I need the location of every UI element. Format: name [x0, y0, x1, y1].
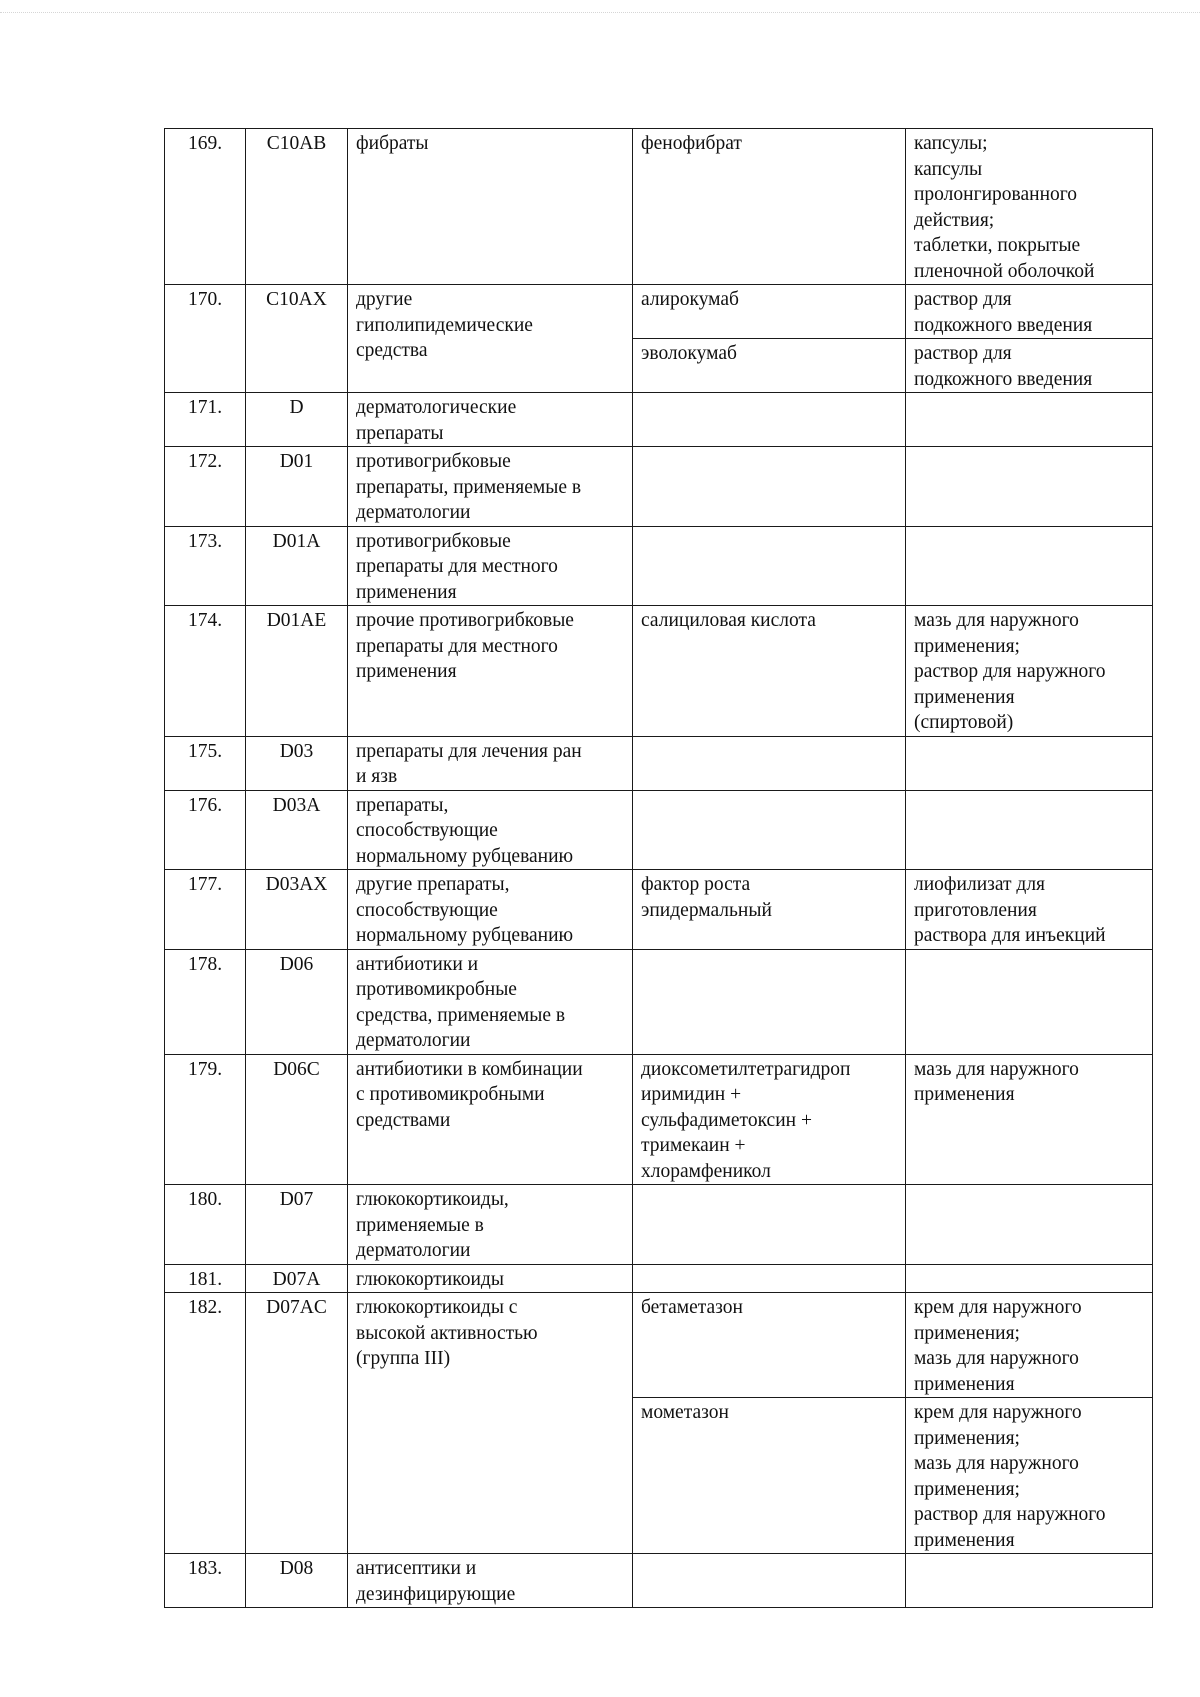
atc-code-cell [246, 949, 348, 1054]
anatomical-group-cell [348, 129, 633, 285]
row-number-text: 174. [187, 610, 223, 631]
row-number-text: 182. [187, 1297, 223, 1318]
drug-name-line: тримекаин + [641, 1135, 746, 1156]
row-number-cell [165, 736, 246, 790]
row-number-cell [165, 1264, 246, 1293]
atc-code-cell [246, 736, 348, 790]
anatomical-group-cell [348, 447, 633, 527]
table-row [165, 285, 1153, 339]
dosage-form-line: крем для наружного [914, 1402, 1082, 1423]
dosage-form-cell [906, 339, 1153, 393]
drug-name-line: мометазон [641, 1402, 729, 1423]
atc-code-text: D06C [273, 1058, 320, 1080]
table-row [165, 606, 1153, 737]
dosage-form-line: применения; [914, 1427, 1020, 1449]
atc-code-text: D01A [272, 530, 321, 552]
group-text-line: противогрибковые [356, 530, 511, 552]
drug-name-cell [633, 1398, 906, 1554]
dosage-form-line: мазь для наружного [914, 610, 1079, 631]
drug-name-line: эволокумаб [641, 343, 737, 364]
group-text-line: применяемые в [356, 1214, 484, 1236]
drug-name-line: фенофибрат [641, 133, 742, 154]
atc-code-text: D07AC [266, 1297, 327, 1318]
dosage-form-cell [906, 1054, 1153, 1185]
dosage-form-cell [906, 1264, 1153, 1293]
row-number-text: 180. [187, 1189, 223, 1210]
group-text-line: высокой активностью [356, 1322, 538, 1344]
row-number-text: 175. [187, 740, 223, 762]
atc-code-cell [246, 1185, 348, 1265]
row-number-text: 181. [187, 1268, 223, 1290]
group-text-line: антибиотики в комбинации [356, 1058, 583, 1080]
drug-list-table [164, 128, 1153, 1608]
atc-code-cell [246, 870, 348, 950]
dosage-form-line: капсулы; [914, 133, 988, 154]
drug-name-cell [633, 1054, 906, 1185]
dosage-form-cell [906, 736, 1153, 790]
anatomical-group-cell [348, 285, 633, 393]
row-number-text: 176. [187, 794, 223, 816]
group-text-line: прочие противогрибковые [356, 610, 574, 631]
group-text-line: другие [356, 289, 413, 310]
atc-code-text: D07 [279, 1189, 314, 1210]
group-text-line: противомикробные [356, 979, 517, 1000]
dosage-form-cell [906, 393, 1153, 447]
table-row [165, 1293, 1153, 1398]
group-text-line: средствами [356, 1109, 451, 1131]
row-number-cell [165, 1185, 246, 1265]
atc-code-text: C10AX [266, 289, 327, 310]
group-text-line: противогрибковые [356, 451, 511, 472]
dosage-form-line: мазь для наружного [914, 1453, 1079, 1474]
dosage-form-line: раствора для инъекций [914, 925, 1106, 946]
table-row [165, 1054, 1153, 1185]
dosage-form-line: мазь для наружного [914, 1058, 1079, 1080]
dosage-form-cell [906, 949, 1153, 1054]
row-number-cell [165, 526, 246, 606]
row-number-text: 170. [187, 289, 223, 310]
table-body [165, 129, 1153, 1608]
group-text-line: антисептики и [356, 1558, 477, 1579]
group-text-line: другие препараты, [356, 874, 510, 895]
atc-code-text: D01 [279, 451, 314, 472]
drug-name-line: фактор роста [641, 874, 751, 895]
group-text-line: дерматологии [356, 1240, 471, 1261]
atc-code-cell [246, 1554, 348, 1608]
dosage-form-line: раствор для наружного [914, 661, 1106, 682]
group-text-line: препараты, [356, 794, 449, 816]
group-text-line: (группа III) [356, 1348, 451, 1369]
drug-name-line: эпидермальный [641, 899, 772, 921]
group-text-line: с противомикробными [356, 1084, 545, 1105]
dosage-form-cell [906, 606, 1153, 737]
drug-name-line: сульфадиметоксин + [641, 1109, 812, 1131]
anatomical-group-cell [348, 393, 633, 447]
table-row [165, 129, 1153, 285]
drug-name-cell [633, 393, 906, 447]
table-row [165, 736, 1153, 790]
table-row [165, 526, 1153, 606]
drug-name-line: иримидин + [641, 1084, 742, 1105]
atc-code-cell [246, 393, 348, 447]
anatomical-group-cell [348, 1185, 633, 1265]
row-number-cell [165, 870, 246, 950]
row-number-text: 178. [187, 953, 223, 975]
row-number-cell [165, 1054, 246, 1185]
group-text-line: глюкокортикоиды, [356, 1189, 509, 1210]
drug-name-cell [633, 949, 906, 1054]
drug-name-line: алирокумаб [641, 289, 739, 310]
table-row [165, 393, 1153, 447]
anatomical-group-cell [348, 790, 633, 870]
group-text-line: гиполипидемические [356, 314, 533, 336]
row-number-cell [165, 606, 246, 737]
anatomical-group-cell [348, 1554, 633, 1608]
group-text-line: дезинфицирующие [356, 1583, 516, 1605]
atc-code-text: D01AE [266, 610, 327, 631]
atc-code-cell [246, 526, 348, 606]
dosage-form-cell [906, 790, 1153, 870]
row-number-text: 173. [187, 530, 223, 552]
table-row [165, 949, 1153, 1054]
group-text-line: применения [356, 661, 457, 682]
drug-name-cell [633, 447, 906, 527]
table-row [165, 1554, 1153, 1608]
atc-code-cell [246, 1264, 348, 1293]
row-number-text: 171. [187, 397, 223, 418]
dosage-form-line: применения [914, 1373, 1015, 1395]
drug-name-cell [633, 1554, 906, 1608]
row-number-cell [165, 129, 246, 285]
anatomical-group-cell [348, 1293, 633, 1554]
atc-code-text: C10AB [266, 133, 327, 154]
dosage-form-cell [906, 1554, 1153, 1608]
anatomical-group-cell [348, 949, 633, 1054]
dosage-form-line: капсулы [914, 158, 983, 180]
dosage-form-line: (спиртовой) [914, 712, 1014, 733]
dosage-form-line: применения; [914, 1478, 1020, 1500]
atc-code-text: D [289, 397, 304, 418]
dosage-form-line: применения [914, 1529, 1015, 1551]
anatomical-group-cell [348, 1264, 633, 1293]
anatomical-group-cell [348, 870, 633, 950]
group-text-line: препараты, применяемые в [356, 476, 582, 498]
row-number-text: 169. [187, 133, 223, 154]
dosage-form-cell [906, 447, 1153, 527]
anatomical-group-cell [348, 1054, 633, 1185]
row-number-cell [165, 285, 246, 393]
table-row [165, 870, 1153, 950]
drug-name-cell [633, 526, 906, 606]
atc-code-cell [246, 285, 348, 393]
drug-name-cell [633, 736, 906, 790]
row-number-text: 177. [187, 874, 223, 895]
atc-code-cell [246, 129, 348, 285]
atc-code-text: D08 [279, 1558, 314, 1579]
drug-name-cell [633, 790, 906, 870]
atc-code-text: D06 [279, 953, 314, 975]
group-text-line: глюкокортикоиды с [356, 1297, 518, 1318]
dosage-form-line: раствор для наружного [914, 1504, 1106, 1525]
dosage-form-line: применения [914, 686, 1015, 708]
dosage-form-line: применения; [914, 635, 1020, 657]
row-number-cell [165, 447, 246, 527]
dosage-form-line: подкожного введения [914, 314, 1093, 336]
row-number-text: 172. [187, 451, 223, 472]
anatomical-group-cell [348, 526, 633, 606]
group-text-line: дерматологии [356, 502, 471, 523]
dosage-form-line: лиофилизат для [914, 874, 1046, 895]
dosage-form-line: таблетки, покрытые [914, 235, 1081, 256]
dosage-form-cell [906, 870, 1153, 950]
row-number-cell [165, 1293, 246, 1554]
drug-name-cell [633, 1293, 906, 1398]
row-number-cell [165, 949, 246, 1054]
anatomical-group-cell [348, 606, 633, 737]
row-number-cell [165, 1554, 246, 1608]
table-row [165, 1264, 1153, 1293]
atc-code-text: D07A [272, 1268, 321, 1290]
group-text-line: способствующие [356, 899, 498, 921]
atc-code-text: D03A [272, 794, 321, 816]
atc-code-cell [246, 790, 348, 870]
drug-name-cell [633, 870, 906, 950]
drug-name-cell [633, 129, 906, 285]
table-row [165, 447, 1153, 527]
dosage-form-line: применения; [914, 1322, 1020, 1344]
dosage-form-cell [906, 1293, 1153, 1398]
group-text-line: и язв [356, 766, 398, 787]
group-text-line: средства, применяемые в [356, 1004, 566, 1026]
row-number-cell [165, 393, 246, 447]
group-text-line: дерматологии [356, 1030, 471, 1051]
atc-code-cell [246, 447, 348, 527]
dosage-form-line: мазь для наружного [914, 1348, 1079, 1369]
row-number-text: 179. [187, 1058, 223, 1080]
dosage-form-cell [906, 285, 1153, 339]
atc-code-text: D03AX [265, 874, 328, 895]
dosage-form-line: подкожного введения [914, 368, 1093, 390]
group-text-line: нормальному рубцеванию [356, 845, 574, 867]
drug-name-cell [633, 606, 906, 737]
dosage-form-line: пленочной оболочкой [914, 260, 1095, 282]
group-text-line: препараты [356, 422, 444, 444]
dosage-form-line: раствор для [914, 289, 1012, 310]
atc-code-cell [246, 1054, 348, 1185]
group-text-line: фибраты [356, 133, 429, 154]
table-row [165, 1185, 1153, 1265]
drug-name-line: хлорамфеникол [641, 1160, 771, 1182]
group-text-line: способствующие [356, 820, 498, 841]
dosage-form-line: пролонгированного [914, 184, 1078, 205]
group-text-line: нормальному рубцеванию [356, 925, 574, 946]
group-text-line: применения [356, 581, 457, 603]
drug-name-line: бетаметазон [641, 1297, 743, 1318]
drug-name-line: диоксометилтетрагидроп [641, 1058, 851, 1080]
dosage-form-line: крем для наружного [914, 1297, 1082, 1318]
group-text-line: глюкокортикоиды [356, 1268, 504, 1290]
atc-code-cell [246, 606, 348, 737]
drug-name-cell [633, 285, 906, 339]
dosage-form-line: приготовления [914, 899, 1037, 921]
dosage-form-cell [906, 1398, 1153, 1554]
row-number-text: 183. [187, 1558, 223, 1579]
row-number-cell [165, 790, 246, 870]
group-text-line: препараты для местного [356, 635, 558, 657]
group-text-line: антибиотики и [356, 953, 479, 975]
atc-code-text: D03 [279, 740, 314, 762]
drug-name-cell [633, 1264, 906, 1293]
dosage-form-line: применения [914, 1084, 1015, 1105]
drug-name-line: салициловая кислота [641, 610, 816, 631]
group-text-line: средства [356, 340, 428, 361]
group-text-line: препараты для лечения ран [356, 740, 582, 762]
dosage-form-cell [906, 1185, 1153, 1265]
table-row [165, 790, 1153, 870]
group-text-line: препараты для местного [356, 556, 558, 577]
dosage-form-line: действия; [914, 209, 995, 231]
drug-name-cell [633, 1185, 906, 1265]
dosage-form-cell [906, 129, 1153, 285]
anatomical-group-cell [348, 736, 633, 790]
group-text-line: дерматологические [356, 397, 517, 418]
scan-edge-line [0, 12, 1200, 13]
dosage-form-cell [906, 526, 1153, 606]
drug-name-cell [633, 339, 906, 393]
dosage-form-line: раствор для [914, 343, 1012, 364]
atc-code-cell [246, 1293, 348, 1554]
